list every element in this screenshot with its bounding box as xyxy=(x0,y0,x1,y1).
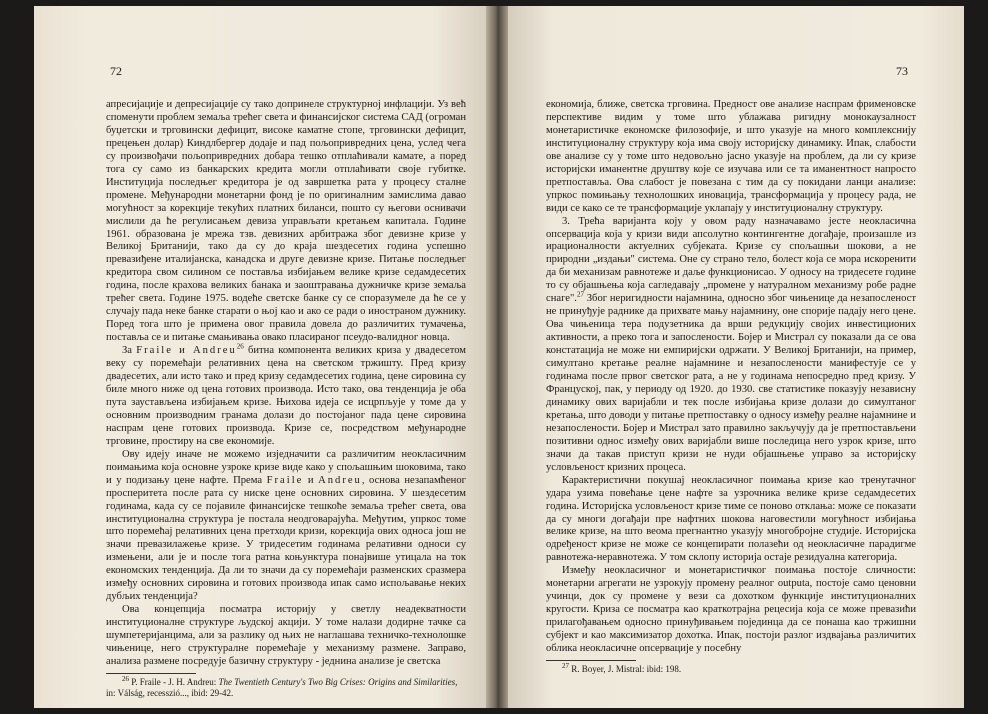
paragraph: апресијације и депресијације су тако допринеле структурној инфлацији. Уз већ споменути проблем земаља трећег света и финансијског система САД (огроман буџетски и трговински дефицит, високе каматне стопе, трговински дефицит, прецењен долар) Киндлбергер додаје и пад пољопривредних цена, услед чега су произвођачи пољопривредних добара тешко отплаћивали камате, а поред тога су само из банкарских кредита могли отплаћивати своје губитке. Институција последњег кредитора је од завршетка рата у процесу сталне промене. Међународни монетарни фонд је по оригиналним замислима давао могућност за корекције текућих платних биланси, пошто су његови оснивачи мислили да ће регулисањем девиза управљати кретањем капитала. Године 1961. образована је мрежа тзв. девизних арбитража због девизне кризе у Великој Британији, тако да су до краја шездесетих година успешно превазиђене италијанска, канадска и друге девизне кризе. Питање последњег кредитора свом силином се поставља избијањем велике кризе седамдесетих година, после крахова великих банака и заоштравања дужничке кризе земаља трећег света. Године 1975. водеће светске банке су се споразумеле да ће се у случају пада неке банке старати о њој као и ако се ради о иностраном дужнику. Поред тога што је примена овог правила довела до различитих тумачења, поставља се и питање смањивања овако пласираног псеудо-валидног новца. xyxy=(106,99,466,344)
right-page-text xyxy=(546,99,916,675)
paragraph: Карактеристични покушај неокласичног поимања кризе као тренутачног удара узима повећање цене нафте за узрочника велике кризе седамдесетих година. Историјска условљеност кризе тиме се поново отклања: може се показати да су многи догађаји пре нафтних шокова наговестили могућност избијања велике кризе, на што веома прегнантно указују многобројне студије. Историјска одређеност кризе не може се концепирати полазећи од неокласичне парадигме равнотежа-неравнотежа. У том склопу историја остаје резидуална категорија. xyxy=(546,474,916,564)
footnote-26: $^{26}$ P. Fraile - J. H. Andreu: The Twentieth Century's Two Big Crises: Origins and Similarities, in: Válság, recesszió..., ibid: 29-42. xyxy=(106,674,458,698)
paragraph: За Fraile и Andreu$^{26}$ битна компонента великих криза у двадесетом веку су поремећаји релативних цена на светском тржишту. Пред кризу двадесетих, али исто тако и пред кризу седамдесетих година, цене сировина су биле много ниже од цена готових производа. Исто тако, ова тенденција је оба пута заустављена избијањем кризе. Њихова идеја се исцрпљује у томе да у основним производним гранама долази до постојаног пада цене сировина наспрам цене готових производа. Кризе се, посредством међународне трговине, простиру на све економије. xyxy=(106,342,467,447)
right-page xyxy=(508,6,964,708)
book-gutter xyxy=(486,6,508,708)
paragraph: економија, ближе, светска трговина. Предност ове анализе наспрам фрименовске перспективе видим у томе што ублажава ригидну монокаузалност монетаристичке економске филозофије, и што указује на много комплекснију институционалну структуру која има своју историјску динамику. Ипак, слабости ове анализе су у томе што недовољно јасно указује на проблем, да ли су кризе историјски иманентне друштву које се изучава или се та иманентност напросто претпоставља. Ова слабост је повезана с тим да су покидани ланци анализе: упркос помињању технолошких иновација, трансформација у процесу рада, не види се како се те трансформације уклапају у институционалну структуру. xyxy=(546,99,916,214)
paragraph: Између неокласичног и монетаристичког поимања постоје сличности: монетарни агрегати не узрокују промену реалног outputa, постоје само ценовни учинци, док су промене у вези са дохотком функције институционалних кругости. Криза се посматра као краткотрајна рецесија која се може превазићи прилагођавањем односно принуђивањем појединца да се понаша као тржишни субјект и као максимизатор дохотка. Ипак, постоји разлог издвајања различитих облика неокласичне опсервације у посебну xyxy=(546,565,916,655)
footnote-27: $^{27}$ R. Boyer, J. Mistral: ibid: 198. xyxy=(562,661,682,674)
paragraph: Ову идеју иначе не можемо изједначити са различитим неокласичним поимањима која основне узроке кризе виде како у спољашњим шоковима, тако и у подизању цене нафте. Према Fraile и Andreu, основа незапамћеног просперитета после рата су ниске цене основних сировина. У шездесетим годинама, када су се појавиле финансијске тешкоће земаља трећег света, ова институционална структура је постала неодговарајућа. Међутим, упркос томе што поремећај релативних цена претходи кризи, корекција ових односа још не значи превазилажење кризе. У тридесетим годинама релативни односи су измењени, али је и после тога ратна коњунктура понајвише утицала на ток економских тенденција. Да ли то значи да су поремећаји разменских сразмера између основних сировина и готових производа ипак само испољавање неких дубљих тенденција? xyxy=(106,448,466,603)
footnote-rule xyxy=(106,673,196,674)
paragraph: 3. Трећа варијанта коју у овом раду назначавамо јесте неокласична опсервација која у кризи види апсолутно контингентне догађаје, произашле из ирационалности актуелних субјеката. Кризе су спољашњи шокови, а не природни „издањи" система. Оне су страно тело, болест која се мора искоренити да би механизам равнотеже и даље функционисао. У односу на тридесете године то су објашњења која сагледавају „промене у натуралном механизму робе радне снаге".$^{27}$ Због неригидности најамнина, односно због чињенице да незапосленост не принуђује раднике да прихвате мању најамнину, оне спорије падају него цене. Ова чињеница тера подузетника да врши редукцију својих инвестиционих активности, а преко тога и запослености. Бојер и Мистрал су показали да се ова констатација не може ни емпиријски одржати. У Великој Британији, на пример, симултано кретање реалне најамнине и незапослености манифестује се у годинама после првог светског рата, а не у годинама непосредно пред кризу. У Француској, пак, у периоду од 1920. до 1930. све статистике показују независну динамику ових варијабли и тек после избијања кризе долази до симултаног кретања, што доводи у питање претпоставку о односу између реалне најамнине и незапослености. Бојер и Мистрал зато правилно закључују да је претпостављени позитивни однос између ових варијабли више последица него узрок кризе, што значи да такав приступ кризи не нуди објашњење управо за историјску условљеност кризних процеса. xyxy=(546,215,916,473)
footnote-rule xyxy=(546,660,636,661)
footnote-ref-27: 27 xyxy=(576,290,584,299)
left-page-text xyxy=(106,99,466,699)
paragraph: Ова концепција посматра историју у светлу неадекватности институционалне структуре људској акцији. У томе налази додирне тачке са шумпетеријанцима, али за разлику од њих не наглашава техничко-технолошке чињенице, него структуралне поремећаје у механизму размене. Заправо, анализа размене посредује базичну структуру - једнина анализе је светска xyxy=(106,604,466,667)
left-page xyxy=(34,6,486,708)
page-number-right: 73 xyxy=(896,64,908,78)
page-number-left: 72 xyxy=(110,64,122,78)
footnote-ref-26: 26 xyxy=(236,342,244,351)
